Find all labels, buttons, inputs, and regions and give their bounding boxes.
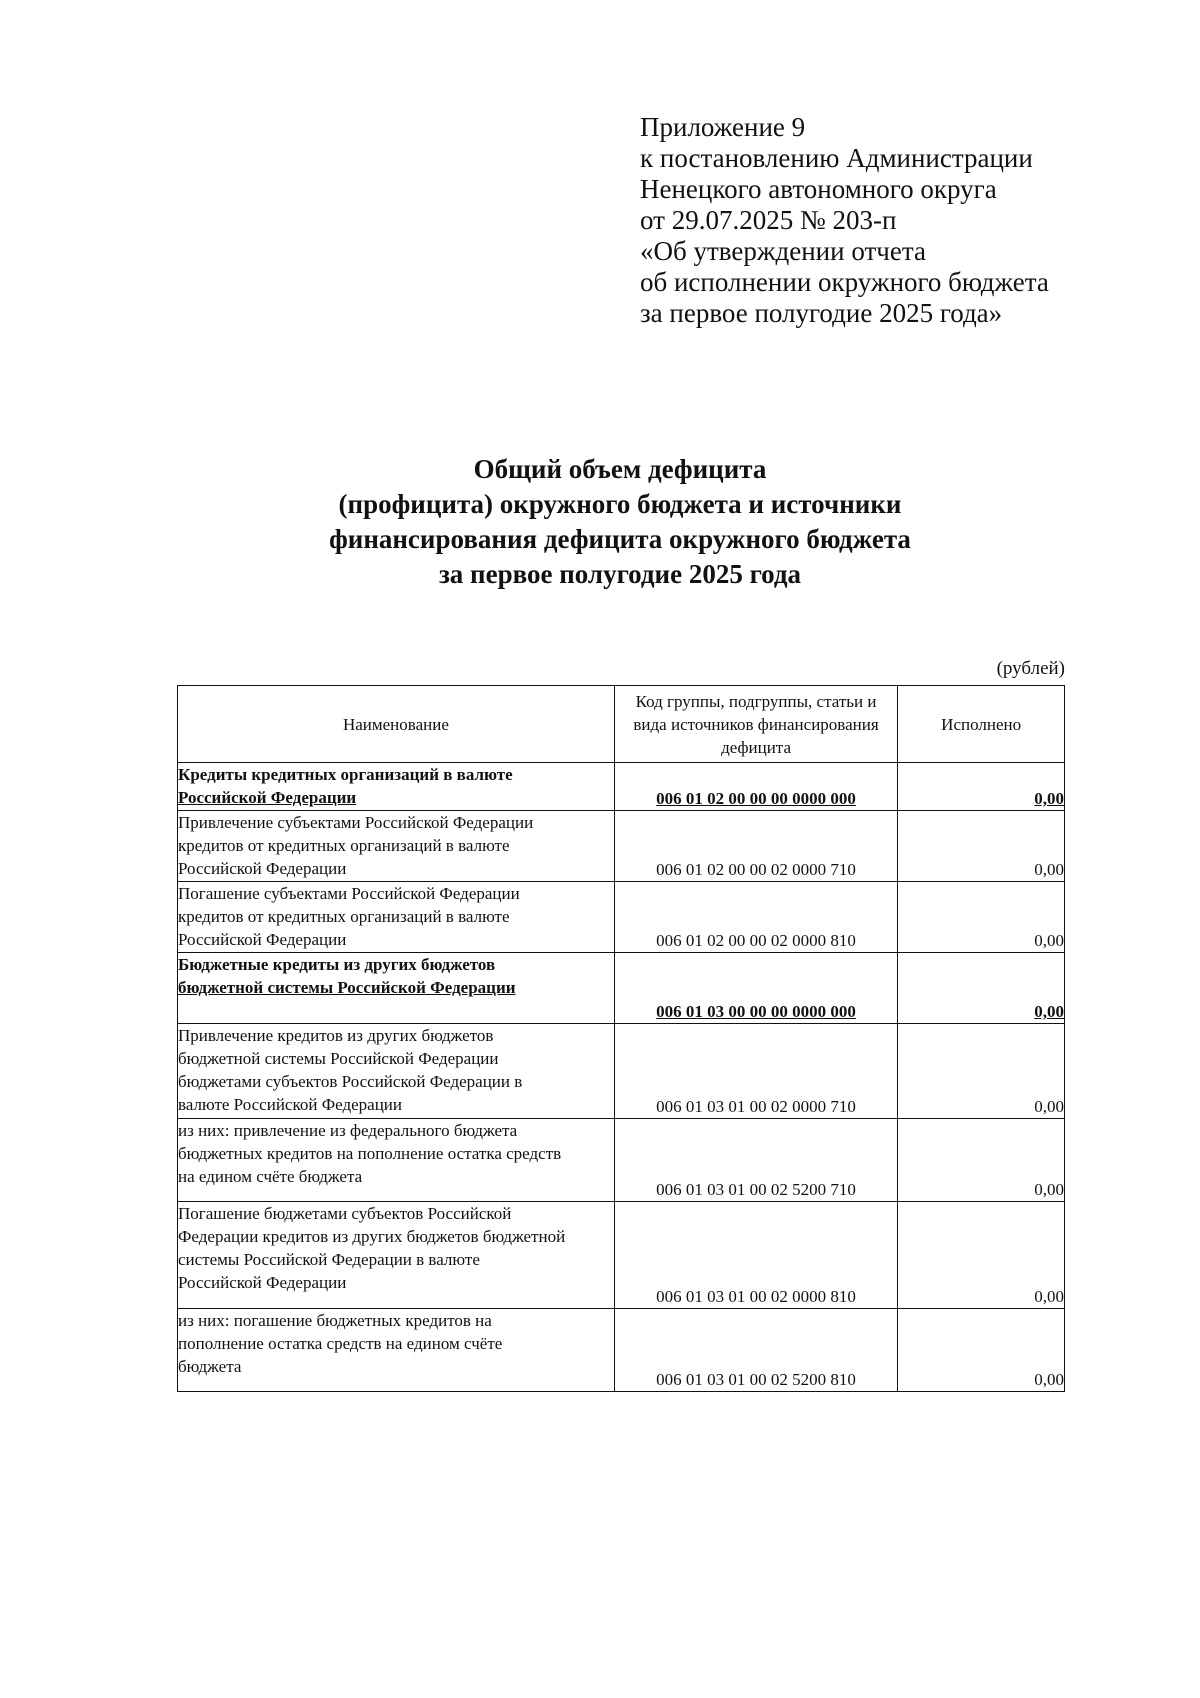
row-name-line: пополнение остатка средств на едином счёте <box>178 1334 503 1353</box>
row-name-line: из них: погашение бюджетных кредитов на <box>178 1311 492 1330</box>
row-name-line: из них: привлечение из федерального бюджета <box>178 1121 518 1140</box>
header-code: Код группы, подгруппы, статьи и вида источников финансирования дефицита <box>614 686 897 763</box>
row-name-line: кредитов от кредитных организаций в валюте <box>178 907 510 926</box>
row-value: 0,00 <box>898 1309 1065 1392</box>
row-value: 0,00 <box>898 953 1065 1024</box>
row-name-line: Бюджетные кредиты из других бюджетов <box>178 955 496 974</box>
row-name-line: Федерации кредитов из других бюджетов бюджетной <box>178 1227 566 1246</box>
row-value: 0,00 <box>898 1024 1065 1119</box>
row-name-line: бюджетной системы Российской Федерации <box>178 978 516 997</box>
row-name <box>178 1024 615 1119</box>
row-code: 006 01 03 01 00 02 5200 710 <box>614 1119 897 1202</box>
row-name-line: Привлечение кредитов из других бюджетов <box>178 1026 494 1045</box>
annex-block <box>640 112 1160 329</box>
annex-line: «Об утверждении отчета <box>640 236 926 266</box>
row-name-line: валюте Российской Федерации <box>178 1095 402 1114</box>
row-value: 0,00 <box>898 763 1065 811</box>
annex-line: об исполнении окружного бюджета <box>640 267 1049 297</box>
title-line: (профицита) окружного бюджета и источники <box>338 489 902 519</box>
row-value: 0,00 <box>898 1119 1065 1202</box>
table-row <box>178 1119 1065 1202</box>
title-line: за первое полугодие 2025 года <box>438 559 802 589</box>
annex-line: Приложение 9 <box>640 112 806 142</box>
units-label: (рублей) <box>996 658 1065 679</box>
row-name-line: Привлечение субъектами Российской Федерации <box>178 813 534 832</box>
header-value: Исполнено <box>898 686 1065 763</box>
annex-line: к постановлению Администрации <box>640 143 1033 173</box>
row-name-line: системы Российской Федерации в валюте <box>178 1250 480 1269</box>
row-name <box>178 1202 615 1309</box>
row-value: 0,00 <box>898 1202 1065 1309</box>
row-name <box>178 1309 615 1392</box>
row-name-line: Российской Федерации <box>178 1273 347 1292</box>
row-name-line: бюджетных кредитов на пополнение остатка средств <box>178 1144 562 1163</box>
annex-line: Ненецкого автономного округа <box>640 174 997 204</box>
row-code: 006 01 02 00 00 02 0000 810 <box>614 882 897 953</box>
row-code: 006 01 03 00 00 00 0000 000 <box>614 953 897 1024</box>
annex-line: за первое полугодие 2025 года» <box>640 298 1003 328</box>
title-line: Общий объем дефицита <box>473 454 767 484</box>
row-name-line: кредитов от кредитных организаций в валюте <box>178 836 510 855</box>
row-name <box>178 811 615 882</box>
header-name: Наименование <box>178 686 615 763</box>
row-name <box>178 953 615 1024</box>
row-name-line: Российской Федерации <box>178 788 357 807</box>
annex-line: от 29.07.2025 № 203-п <box>640 205 897 235</box>
table-row <box>178 882 1065 953</box>
row-name <box>178 1119 615 1202</box>
table-row <box>178 1202 1065 1309</box>
row-name-line: на едином счёте бюджета <box>178 1167 363 1186</box>
row-value: 0,00 <box>898 882 1065 953</box>
row-name <box>178 882 615 953</box>
table-row <box>178 1024 1065 1119</box>
table-body <box>178 763 1065 1392</box>
row-name-line: бюджетами субъектов Российской Федерации в <box>178 1072 523 1091</box>
row-name-line: Российской Федерации <box>178 859 347 878</box>
row-name-line: бюджетной системы Российской Федерации <box>178 1049 499 1068</box>
title-line: финансирования дефицита окружного бюджета <box>329 524 911 554</box>
row-code: 006 01 02 00 00 02 0000 710 <box>614 811 897 882</box>
row-code: 006 01 03 01 00 02 0000 810 <box>614 1202 897 1309</box>
row-name-line: Погашение субъектами Российской Федерации <box>178 884 520 903</box>
document-title <box>200 452 1040 592</box>
table-header-row <box>178 686 1065 763</box>
row-name-line: Российской Федерации <box>178 930 347 949</box>
row-code: 006 01 02 00 00 00 0000 000 <box>614 763 897 811</box>
row-code: 006 01 03 01 00 02 5200 810 <box>614 1309 897 1392</box>
table-row <box>178 763 1065 811</box>
row-name-line: бюджета <box>178 1357 242 1376</box>
table-row <box>178 953 1065 1024</box>
table-row <box>178 1309 1065 1392</box>
table-row <box>178 811 1065 882</box>
row-code: 006 01 03 01 00 02 0000 710 <box>614 1024 897 1119</box>
financing-sources-table <box>177 685 1065 1392</box>
row-value: 0,00 <box>898 811 1065 882</box>
row-name-line: Кредиты кредитных организаций в валюте <box>178 765 513 784</box>
row-name-line: Погашение бюджетами субъектов Российской <box>178 1204 512 1223</box>
row-name <box>178 763 615 811</box>
